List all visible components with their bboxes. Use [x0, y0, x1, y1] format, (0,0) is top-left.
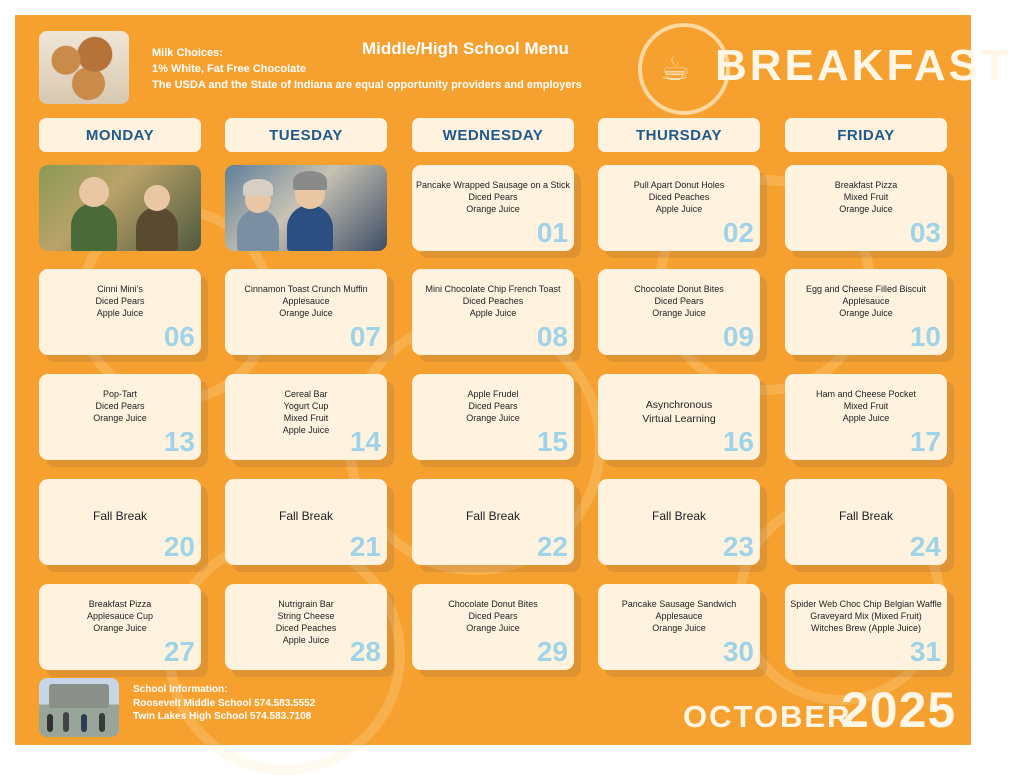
date-number: 15: [536, 426, 568, 457]
menu-item: Chocolate Donut Bites: [448, 599, 538, 609]
menu-item: Orange Juice: [839, 308, 893, 318]
menu-item: Applesauce: [655, 611, 703, 621]
menu-item: Spider Web Choc Chip Belgian Waffle: [790, 599, 942, 609]
menu-item: Apple Juice: [282, 635, 330, 645]
menu-day-13: [39, 374, 201, 460]
menu-item: Egg and Cheese Filled Biscuit: [805, 284, 927, 294]
menu-items: [229, 509, 383, 523]
menu-item: Diced Peaches: [275, 623, 337, 633]
menu-day-21: [225, 479, 387, 565]
menu-day-14: [225, 374, 387, 460]
menu-item: Nutrigrain Bar: [278, 599, 334, 609]
school-info-label: School Information:: [133, 684, 228, 695]
day-header-monday: MONDAY: [39, 118, 201, 152]
date-number: 03: [909, 217, 941, 248]
kids-photo-1: [39, 165, 201, 251]
menu-item: Orange Juice: [466, 413, 520, 423]
date-number: 22: [536, 531, 568, 562]
menu-items: [416, 179, 570, 215]
child-hat: [293, 171, 327, 190]
menu-item: Pop-Tart: [102, 389, 137, 399]
menu-item: Graveyard Mix (Mixed Fruit): [810, 611, 922, 621]
breakfast-title: BREAKFAST: [715, 41, 1011, 90]
menu-items: [789, 509, 943, 523]
menu-day-03: [785, 165, 947, 251]
menu-day-06: [39, 269, 201, 355]
date-number: 06: [163, 321, 195, 352]
child-hat: [243, 179, 273, 196]
menu-day-15: [412, 374, 574, 460]
usda-notice: The USDA and the State of Indiana are equal opportunity providers and employers: [152, 79, 582, 91]
menu-item: Fall Break: [838, 509, 894, 523]
date-number: 21: [349, 531, 381, 562]
school-photo: [39, 678, 119, 737]
menu-items: [43, 598, 197, 634]
menu-item: Fall Break: [92, 509, 148, 523]
menu-item: Pull Apart Donut Holes: [633, 180, 725, 190]
menu-item: Mixed Fruit: [283, 413, 329, 423]
page-title: Middle/High School Menu: [362, 39, 569, 58]
menu-item: Diced Pears: [468, 611, 518, 621]
menu-day-20: [39, 479, 201, 565]
menu-items: [43, 388, 197, 424]
day-header-wednesday: WEDNESDAY: [412, 118, 574, 152]
menu-item: Witches Brew (Apple Juice): [810, 623, 922, 633]
school-building: [49, 684, 109, 708]
month-label: OCTOBER: [683, 699, 852, 734]
menu-items: [602, 398, 756, 426]
menu-day-07: [225, 269, 387, 355]
date-number: 28: [349, 636, 381, 667]
menu-item: Diced Peaches: [648, 192, 710, 202]
student-figure: [81, 714, 87, 732]
menu-item: Orange Juice: [652, 308, 706, 318]
student-figure: [63, 712, 69, 732]
menu-item: Applesauce: [282, 296, 330, 306]
menu-item: Yogurt Cup: [283, 401, 329, 411]
menu-day-28: [225, 584, 387, 670]
date-number: 14: [349, 426, 381, 457]
menu-item: Mixed Fruit: [843, 192, 889, 202]
menu-item: Cereal Bar: [284, 389, 328, 399]
student-figure: [99, 713, 105, 732]
student-figure: [47, 714, 53, 732]
menu-item: Diced Pears: [468, 192, 518, 202]
menu-items: [416, 388, 570, 424]
menu-item: Orange Juice: [93, 623, 147, 633]
menu-items: [602, 179, 756, 215]
menu-item: Apple Juice: [655, 204, 703, 214]
menu-item: Breakfast Pizza: [88, 599, 152, 609]
day-header-tuesday: TUESDAY: [225, 118, 387, 152]
day-header-thursday: THURSDAY: [598, 118, 760, 152]
date-number: 23: [722, 531, 754, 562]
breakfast-plate-icon: ☕: [660, 50, 691, 88]
date-number: 29: [536, 636, 568, 667]
menu-items: [602, 509, 756, 523]
menu-items: [602, 283, 756, 319]
milk-label: Milk Choices:: [152, 47, 223, 59]
menu-item: Pancake Wrapped Sausage on a Stick: [416, 180, 570, 190]
menu-item: Orange Juice: [839, 204, 893, 214]
header: [15, 15, 1011, 125]
year-label: 2025: [841, 682, 957, 738]
school-information: [133, 683, 315, 724]
child-coat: [237, 209, 279, 251]
menu-items: [789, 283, 943, 319]
menu-day-10: [785, 269, 947, 355]
date-number: 20: [163, 531, 195, 562]
menu-item: Orange Juice: [279, 308, 333, 318]
milk-options: 1% White, Fat Free Chocolate: [152, 63, 307, 75]
date-number: 17: [909, 426, 941, 457]
menu-item: Ham and Cheese Pocket: [815, 389, 917, 399]
menu-items: [789, 179, 943, 215]
menu-items: [43, 283, 197, 319]
menu-item: Asynchronous: [645, 399, 713, 411]
menu-item: Apple Juice: [842, 413, 890, 423]
menu-item: Diced Pears: [95, 401, 145, 411]
menu-day-24: [785, 479, 947, 565]
date-number: 27: [163, 636, 195, 667]
child-head: [144, 185, 170, 211]
menu-item: Breakfast Pizza: [834, 180, 898, 190]
menu-item: Orange Juice: [652, 623, 706, 633]
menu-item: Cinnamon Toast Crunch Muffin: [244, 284, 368, 294]
menu-day-23: [598, 479, 760, 565]
date-number: 30: [722, 636, 754, 667]
date-number: 10: [909, 321, 941, 352]
menu-day-30: [598, 584, 760, 670]
menu-day-16: [598, 374, 760, 460]
menu-item: Virtual Learning: [642, 413, 716, 425]
menu-items: [229, 283, 383, 319]
menu-item: Orange Juice: [466, 204, 520, 214]
menu-item: Pancake Sausage Sandwich: [621, 599, 737, 609]
menu-item: Diced Pears: [654, 296, 704, 306]
menu-day-29: [412, 584, 574, 670]
menu-item: Diced Pears: [95, 296, 145, 306]
menu-items: [602, 598, 756, 634]
menu-day-22: [412, 479, 574, 565]
child-coat: [71, 203, 117, 251]
child-coat: [287, 205, 333, 251]
date-number: 08: [536, 321, 568, 352]
menu-item: Mini Chocolate Chip French Toast: [425, 284, 561, 294]
menu-item: Fall Break: [465, 509, 521, 523]
menu-item: Orange Juice: [466, 623, 520, 633]
menu-item: Fall Break: [651, 509, 707, 523]
menu-day-02: [598, 165, 760, 251]
menu-item: Apple Juice: [282, 425, 330, 435]
kids-photo-2: [225, 165, 387, 251]
date-number: 02: [722, 217, 754, 248]
menu-items: [43, 509, 197, 523]
menu-item: Diced Pears: [468, 401, 518, 411]
menu-item: Apple Juice: [469, 308, 517, 318]
menu-items: [416, 509, 570, 523]
menu-page: [15, 15, 1011, 745]
menu-items: [789, 388, 943, 424]
school-phone-roosevelt: Roosevelt Middle School 574.583.5552: [133, 697, 316, 709]
menu-item: Diced Peaches: [462, 296, 524, 306]
menu-item: Fall Break: [278, 509, 334, 523]
child-coat: [136, 207, 178, 251]
menu-item: Apple Frudel: [467, 389, 519, 399]
menu-day-08: [412, 269, 574, 355]
menu-item: Mixed Fruit: [843, 401, 889, 411]
day-header-friday: FRIDAY: [785, 118, 947, 152]
menu-item: Apple Juice: [96, 308, 144, 318]
menu-items: [789, 598, 943, 634]
menu-item: String Cheese: [277, 611, 335, 621]
menu-day-27: [39, 584, 201, 670]
menu-day-31: [785, 584, 947, 670]
menu-day-17: [785, 374, 947, 460]
menu-items: [416, 598, 570, 634]
menu-item: Orange Juice: [93, 413, 147, 423]
date-number: 31: [909, 636, 941, 667]
menu-day-01: [412, 165, 574, 251]
menu-item: Applesauce Cup: [86, 611, 154, 621]
cinnamon-rolls-photo: [39, 31, 129, 104]
date-number: 07: [349, 321, 381, 352]
date-number: 24: [909, 531, 941, 562]
menu-item: Chocolate Donut Bites: [634, 284, 724, 294]
date-number: 01: [536, 217, 568, 248]
school-phone-twin-lakes: Twin Lakes High School 574.583.7108: [133, 711, 312, 722]
date-number: 13: [163, 426, 195, 457]
child-head: [79, 177, 109, 207]
menu-day-09: [598, 269, 760, 355]
date-number: 09: [722, 321, 754, 352]
menu-item: Cinni Mini's: [97, 284, 143, 294]
menu-item: Applesauce: [842, 296, 890, 306]
menu-items: [416, 283, 570, 319]
date-number: 16: [722, 426, 754, 457]
